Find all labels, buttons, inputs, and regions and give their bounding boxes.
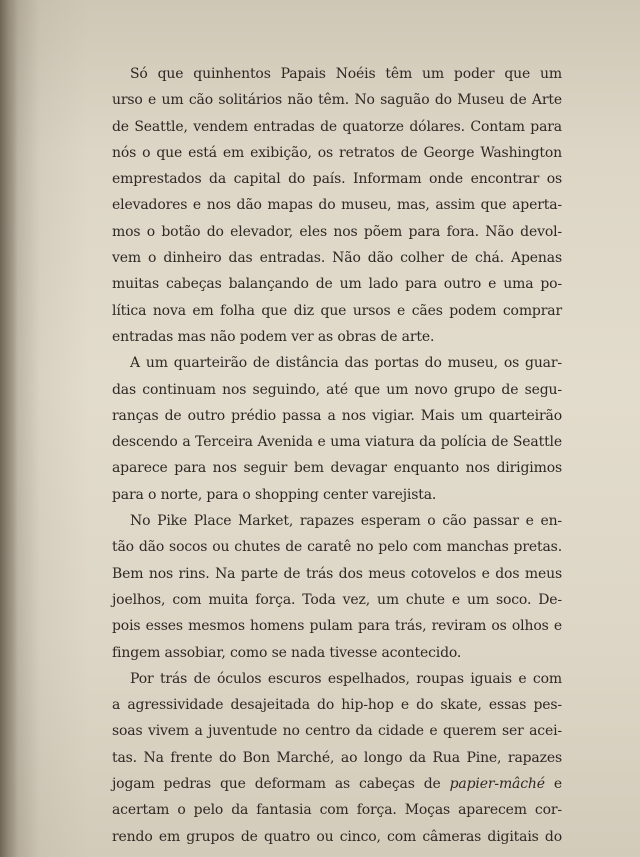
text-line: Bem nos rins. Na parte de trás dos meus cotovelos e dos meus xyxy=(112,565,562,582)
text-segment: e xyxy=(544,776,562,793)
text-line: elevadores e nos dão mapas do museu, mas, assim que aperta- xyxy=(112,197,562,214)
text-line: tas. Na frente do Bon Marché, ao longo da Rua Pine, rapazes xyxy=(112,749,562,766)
text-line: lítica nova em folha que diz que ursos e cães podem comprar xyxy=(112,302,562,319)
text-line: A um quarteirão de distância das portas do museu, os guar- xyxy=(130,355,562,372)
text-line: das continuam nos seguindo, até que um novo grupo de segu- xyxy=(112,381,562,398)
text-line: joelhos, com muita força. Toda vez, um chute e um soco. De- xyxy=(112,591,562,608)
text-line: de Seattle, vendem entradas de quatorze dólares. Contam para xyxy=(112,118,562,135)
text-line: Por trás de óculos escuros espelhados, roupas iguais e com xyxy=(130,670,562,687)
text-line: soas vivem a juventude no centro da cidade e querem ser acei- xyxy=(112,723,562,740)
text-line: pois esses mesmos homens pulam para trás, reviram os olhos e xyxy=(112,618,562,635)
text-segment: jogam pedras que deformam as cabeças de xyxy=(112,776,450,793)
text-line: a agressividade desajeitada do hip-hop e do skate, essas pes- xyxy=(112,697,562,714)
text-line: rendo em grupos de quatro ou cinco, com câmeras digitais do xyxy=(112,828,562,845)
text-line: descendo a Terceira Avenida e uma viatura da polícia de Seattle xyxy=(112,434,562,451)
text-line: para o norte, para o shopping center varejista. xyxy=(112,486,437,503)
text-line: vem o dinheiro das entradas. Não dão colher de chá. Apenas xyxy=(112,250,562,267)
italic-term: papier-mâché xyxy=(449,776,545,793)
text-line: aparece para nos seguir bem devagar enquanto nos dirigimos xyxy=(112,460,562,477)
text-line: acertam o pelo da fantasia com força. Moças aparecem cor- xyxy=(112,802,562,819)
text-line: entradas mas não podem ver as obras de arte. xyxy=(112,328,435,345)
text-line: emprestados da capital do país. Informam onde encontrar os xyxy=(112,171,562,188)
text-line: urso e um cão solitários não têm. No saguão do Museu de Arte xyxy=(112,92,562,109)
text-line: muitas cabeças balançando de um lado para outro e uma po- xyxy=(112,276,562,293)
text-line: Só que quinhentos Papais Noéis têm um poder que um xyxy=(130,66,562,82)
text-line: fingem assobiar, como se nada tivesse acontecido. xyxy=(112,644,462,661)
book-spine-shadow xyxy=(0,0,18,857)
text-line: tão dão socos ou chutes de caratê no pelo com manchas pretas. xyxy=(112,539,562,556)
text-line: nós o que está em exibição, os retratos de George Washington xyxy=(112,144,562,161)
text-line xyxy=(112,771,562,797)
text-line: No Pike Place Market, rapazes esperam o cão passar e en- xyxy=(130,513,562,530)
text-line: mos o botão do elevador, eles nos põem para fora. Não devol- xyxy=(112,223,562,240)
text-line: ranças de outro prédio passa a nos vigiar. Mais um quarteirão xyxy=(112,407,562,424)
body-text xyxy=(112,61,562,850)
